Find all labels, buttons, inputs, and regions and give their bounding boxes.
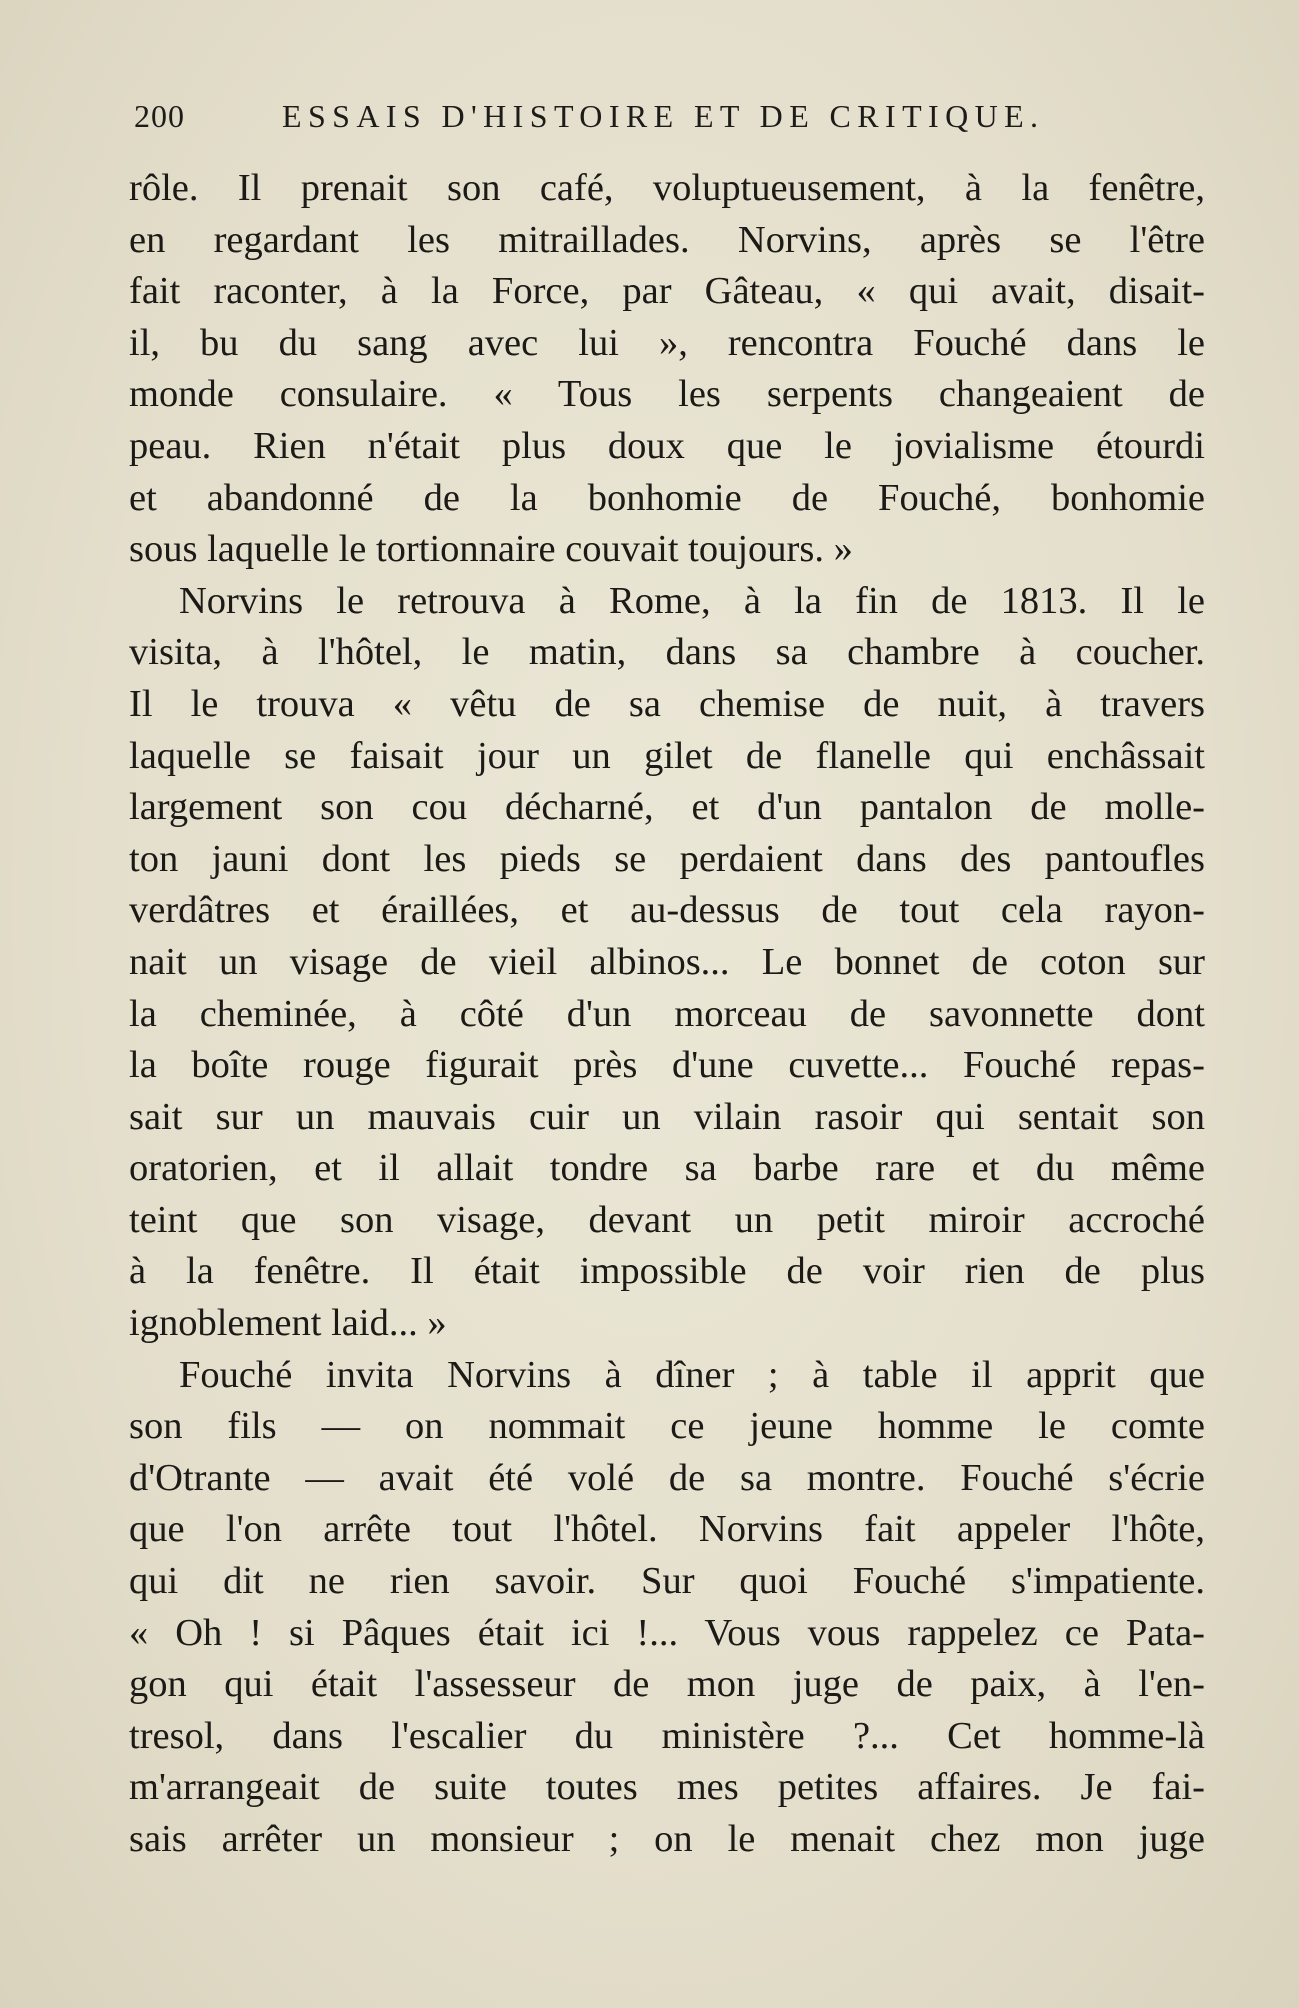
text-line: la cheminée, à côté d'un morceau de savonnette dont	[129, 992, 1205, 1035]
text-line: ton jauni dont les pieds se perdaient dans des pantoufles	[129, 837, 1205, 880]
paragraph	[129, 576, 1205, 1350]
text-line: rôle. Il prenait son café, voluptueusement, à la fenêtre,	[129, 167, 1205, 209]
paragraph	[129, 1350, 1205, 1866]
page-number: 200	[134, 98, 185, 134]
running-head	[134, 98, 1194, 138]
text-line: sais arrêter un monsieur ; on le menait chez mon juge	[129, 1818, 1205, 1860]
text-line: il, bu du sang avec lui », rencontra Fouché dans le	[129, 321, 1205, 364]
text-line: sait sur un mauvais cuir un vilain rasoir qui sentait son	[129, 1095, 1205, 1138]
text-line: verdâtres et éraillées, et au-dessus de tout cela rayon-	[129, 889, 1205, 932]
text-line: la boîte rouge figurait près d'une cuvette... Fouché repas-	[129, 1044, 1205, 1087]
text-line: qui dit ne rien savoir. Sur quoi Fouché s'impatiente.	[129, 1560, 1205, 1603]
text-line: que l'on arrête tout l'hôtel. Norvins fait appeler l'hôte,	[129, 1508, 1205, 1551]
text-line: fait raconter, à la Force, par Gâteau, « qui avait, disait-	[129, 270, 1205, 313]
text-line: oratorien, et il allait tondre sa barbe rare et du même	[129, 1147, 1205, 1190]
text-line: gon qui était l'assesseur de mon juge de paix, à l'en-	[129, 1663, 1205, 1706]
text-line: son fils — on nommait ce jeune homme le comte	[129, 1405, 1205, 1448]
text-line: d'Otrante — avait été volé de sa montre. Fouché s'écrie	[129, 1456, 1205, 1499]
text-line: teint que son visage, devant un petit miroir accroché	[129, 1198, 1205, 1241]
text-line: Norvins le retrouva à Rome, à la fin de 1813. Il le	[179, 579, 1205, 622]
text-line: Fouché invita Norvins à dîner ; à table il apprit que	[179, 1353, 1205, 1396]
text-line: sous laquelle le tortionnaire couvait toujours. »	[129, 528, 853, 571]
body-text	[129, 163, 1205, 1866]
text-line: tresol, dans l'escalier du ministère ?... Cet homme-là	[129, 1714, 1205, 1757]
paragraph	[129, 163, 1205, 576]
text-line: ignoblement laid... »	[129, 1302, 447, 1345]
text-line: largement son cou décharné, et d'un pantalon de molle-	[129, 786, 1205, 829]
text-line: laquelle se faisait jour un gilet de flanelle qui enchâssait	[129, 734, 1205, 777]
text-line: peau. Rien n'était plus doux que le jovialisme étourdi	[129, 424, 1205, 467]
text-line: nait un visage de vieil albinos... Le bonnet de coton sur	[129, 940, 1205, 983]
text-line: et abandonné de la bonhomie de Fouché, bonhomie	[129, 476, 1205, 519]
text-line: « Oh ! si Pâques était ici !... Vous vous rappelez ce Pata-	[129, 1611, 1205, 1654]
text-line: en regardant les mitraillades. Norvins, après se l'être	[129, 218, 1205, 261]
text-line: monde consulaire. « Tous les serpents changeaient de	[129, 373, 1205, 416]
text-line: Il le trouva « vêtu de sa chemise de nuit, à travers	[129, 682, 1205, 725]
text-line: m'arrangeait de suite toutes mes petites affaires. Je fai-	[129, 1766, 1205, 1809]
running-title: ESSAIS D'HISTOIRE ET DE CRITIQUE.	[282, 98, 1045, 134]
text-line: visita, à l'hôtel, le matin, dans sa chambre à coucher.	[129, 631, 1205, 674]
text-line: à la fenêtre. Il était impossible de voir rien de plus	[129, 1250, 1205, 1293]
